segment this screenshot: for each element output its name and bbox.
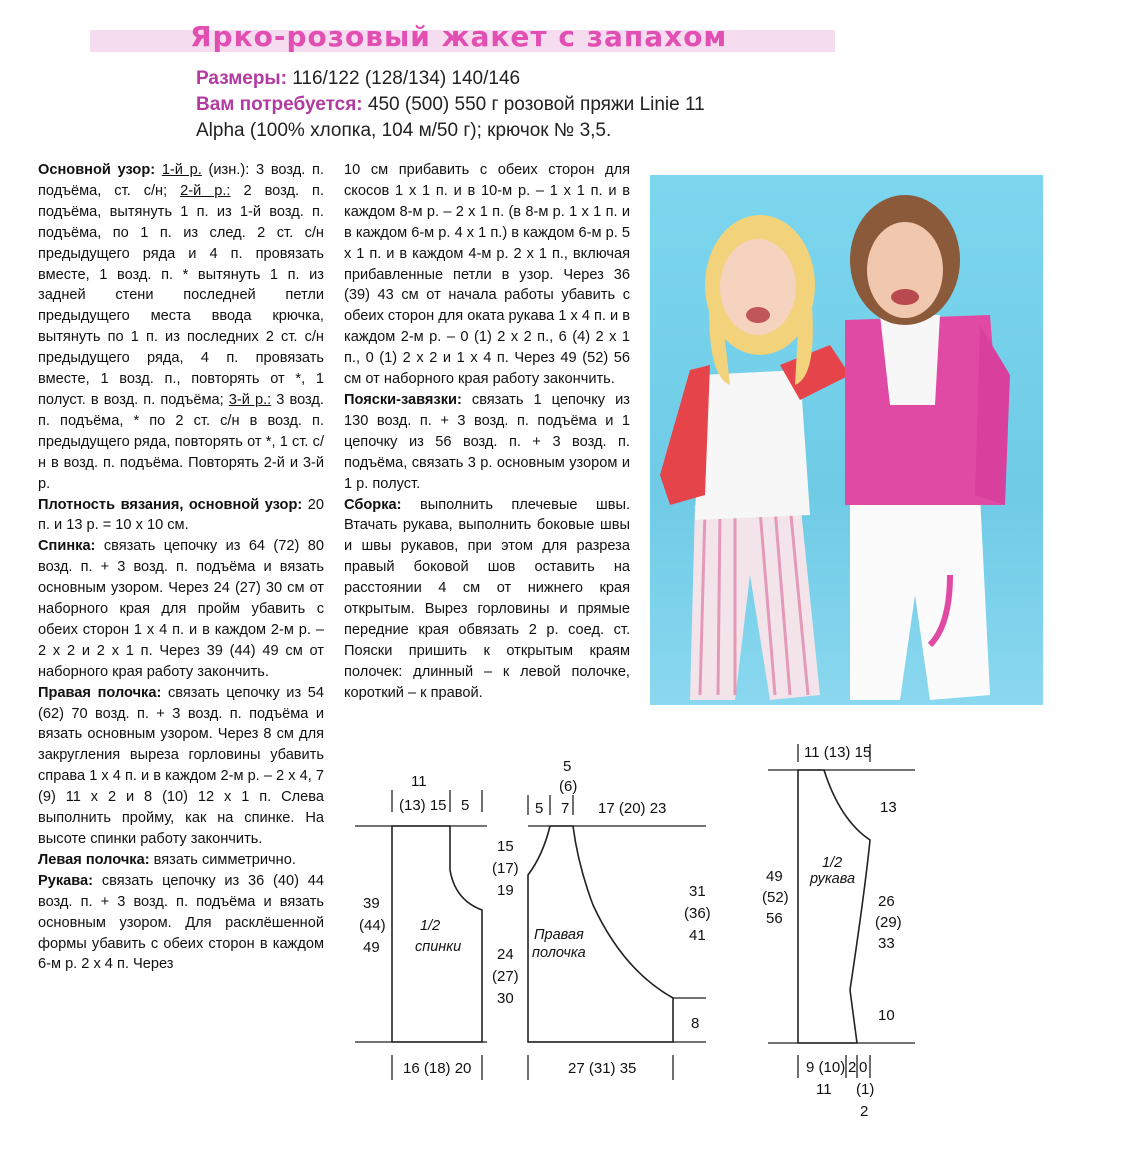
photo-illustration [650, 175, 1043, 705]
back-right-5: (27) [492, 968, 519, 985]
front-label-2: полочка [532, 945, 586, 961]
sleeve-bottom-b3: (1) [856, 1081, 875, 1098]
back-label-2: спинки [415, 939, 462, 955]
right-front-paragraph [38, 683, 324, 850]
row1-text: (изн.): 3 возд. п. подъёма, ст. с/н; [38, 162, 324, 199]
sleeves-continued: 10 см прибавить с обеих сторон для скосов 1 х 1 п. и в 10-м р. – 1 х 1 п. и в каждом 8-м р. – 2 х 1 п. (в 8-м р. 1 х 1 п. и в каждом 6-м р. 4 х 1 п.) в каждом 6-м р. 5 х 1 п. и в каждом 4-м р. 2 х 1 п., включая прибавленные петли в узор. Через 36 (39) 43 см от начала работы убавить с обеих сторон для оката рукава 1 х 4 п. и в каждом 2-м р. – 0 (1) 2 х 2 п., 6 (4) 2 х 1 п., 0 (1) 2 х 2 и 1 х 4 п. Через 49 (52) 56 см от наборного края работу закончить. [344, 162, 631, 388]
pattern-paragraph [38, 160, 324, 495]
pattern-label: Основной узор: [38, 162, 156, 178]
sleeve-bottom-a1: 9 (10) [806, 1059, 846, 1076]
ties-text: связать 1 цепочку из 130 возд. п. + 3 возд. п. подъёма и 1 цепочку из 56 возд. п. + 3 возд. п. подъёма, связать 3 р. основным узором и 1 р. полуст. [344, 391, 630, 492]
back-right-1: 15 [497, 838, 514, 855]
back-bottom: 16 (18) 20 [403, 1060, 472, 1077]
materials-line-2: Alpha (100% хлопка, 104 м/50 г); крючок № 3,5. [196, 120, 612, 141]
schema-sleeve [760, 740, 920, 1125]
back-label-1: 1/2 [420, 918, 441, 934]
front-bottom: 27 (31) 35 [568, 1060, 637, 1077]
sleeve-left-1: 49 [766, 868, 783, 885]
sleeve-bottom-b2: 0 [859, 1059, 868, 1076]
sleeve-left-3: 56 [766, 910, 783, 927]
sleeves-text: связать цепочку из 36 (40) 44 возд. п. + 3 возд. п. подъёма и вязать основным узором. Для расклёшенной формы убавить с обеих сторон в каждом 6-м р. 2 х 4 п. Через [38, 872, 324, 973]
assembly-label: Сборка: [344, 496, 402, 513]
sleeve-label-2: рукава [810, 871, 856, 887]
front-top-b2: (6) [559, 778, 578, 795]
back-left-1: 39 [363, 895, 380, 912]
row3-text: 3 возд. п. подъёма, * по 2 ст. с/н в возд. п. предыдущего ряда, повторять от *, 1 ст. с/н в возд. п. подъёма. Повторять 2-й и 3-й р. [38, 391, 324, 492]
assembly-paragraph [344, 495, 630, 704]
sleeve-bottom-b1: 2 [848, 1059, 857, 1076]
back-right-4: 24 [497, 946, 514, 963]
left-front-label: Левая полочка: [38, 851, 150, 868]
sleeve-right-5: 10 [878, 1007, 895, 1024]
gauge-text: 20 п. и 13 р. = 10 х 10 см. [38, 496, 324, 534]
photo-two-girls [650, 175, 1043, 705]
back-left-3: 49 [363, 939, 380, 956]
back-right-3: 19 [497, 882, 514, 899]
front-top-b3: 7 [561, 800, 570, 817]
ties-paragraph [344, 390, 630, 495]
schema-back-right [488, 835, 528, 1015]
right-front-label: Правая полочка: [38, 684, 162, 701]
sleeves-label: Рукава: [38, 872, 94, 889]
materials-value-1: 450 (500) 550 г розовой пряжи Linie 11 [367, 94, 705, 115]
front-right-1: 31 [689, 883, 706, 900]
row2-text: 2 возд. п. подъёма, вытянуть 1 п. из 1-й возд. п. подъёма, по 1 п. из след. 2 ст. с/н предыдущего ряда и 4 п. провязать вместе, 1 возд. п. * вытянуть 1 п. из задней стени последней петли предыдущего места ввода крючка, вытянуть по 1 п. из последних 2 ст. с/н предыдущего ряда, 4 п. провязать вместе, 1 возд. п., повторять от *, 1 полуст. в возд. п. подъёма; [38, 182, 324, 408]
materials-line [196, 92, 816, 118]
back-right-2: (17) [492, 860, 519, 877]
left-front-paragraph [38, 850, 324, 871]
sizes-label: Размеры: [196, 68, 287, 89]
header-info [196, 66, 816, 144]
back-right-6: 30 [497, 990, 514, 1007]
sleeve-left-2: (52) [762, 889, 789, 906]
sizes-line [196, 66, 816, 92]
row1-label: 1-й р. [161, 162, 202, 178]
back-top-a2: (13) 15 [399, 797, 447, 814]
sleeve-right-1: 13 [880, 799, 897, 816]
back-label: Спинка: [38, 538, 96, 555]
sleeve-top: 11 (13) 15 [804, 744, 872, 761]
sleeve-right-2: 26 [878, 893, 895, 910]
page-title: Ярко-розовый жакет с запахом [190, 20, 728, 53]
sleeves-paragraph [38, 871, 324, 976]
sleeve-right-3: (29) [875, 914, 902, 931]
text-column-left [38, 160, 324, 975]
back-top-b: 5 [461, 797, 470, 814]
row3-label: 3-й р.: [228, 391, 272, 408]
back-paragraph [38, 536, 324, 682]
front-top-a: 5 [535, 800, 544, 817]
sleeve-label-1: 1/2 [822, 855, 843, 871]
back-left-2: (44) [359, 917, 386, 934]
left-front-text: вязать симметрично. [153, 851, 296, 868]
ties-label: Пояски-завязки: [344, 391, 462, 408]
front-top-c: 17 (20) 23 [598, 800, 667, 817]
gauge-label: Плотность вязания, основной узор: [38, 496, 303, 513]
sleeve-bottom-b4: 2 [860, 1103, 869, 1120]
front-top-b1: 5 [563, 758, 572, 775]
front-right-2: (36) [684, 905, 711, 922]
right-front-text: связать цепочку из 54 (62) 70 возд. п. + 3 возд. п. подъёма и вязать основным узором. Через 8 см для закругления выреза горловины убавить справа 1 х 4 п. и в каждом 2-м р. – 2 х 4, 7 (9) 11 х 2 и 8 (10) 12 х 1 п. Слева выполнить пройму, как на спинке. На высоте спинки работу закончить. [38, 684, 325, 847]
assembly-text: выполнить плечевые швы. Втачать рукава, выполнить боковые швы и швы рукавов, при этом для разреза правый боковой шов оставить на расстоянии 4 см от нижнего края открытым. Вырез горловины и прямые передние края обвязать 2 р. соед. ст. Пояски пришить к открытым краям полочек: длинный – к левой полочке, короткий – к правой. [344, 496, 630, 701]
schema-front [523, 755, 713, 1085]
materials-label: Вам потребуется: [196, 94, 363, 115]
back-top-a1: 11 [411, 773, 427, 790]
sleeve-right-4: 33 [878, 935, 895, 952]
front-right-3: 41 [689, 927, 706, 944]
row2-label: 2-й р.: [180, 182, 231, 199]
schema-back [355, 770, 495, 1085]
text-column-middle [344, 160, 630, 704]
front-right-4: 8 [691, 1015, 700, 1032]
sizes-value: 116/122 (128/134) 140/146 [292, 68, 521, 89]
gauge-paragraph [38, 495, 324, 537]
sleeve-bottom-a2: 11 [816, 1081, 832, 1098]
front-label-1: Правая [534, 927, 584, 943]
back-text: связать цепочку из 64 (72) 80 возд. п. + 3 возд. п. подъёма и вязать основным узором. Через 24 (27) 30 см от наборного края для пройм убавить с обеих сторон 1 х 4 п. и в каждом 2-м р. – 2 х 2 и 2 х 1 п. Через 39 (44) 49 см от наборного края работу закончить. [38, 538, 324, 680]
